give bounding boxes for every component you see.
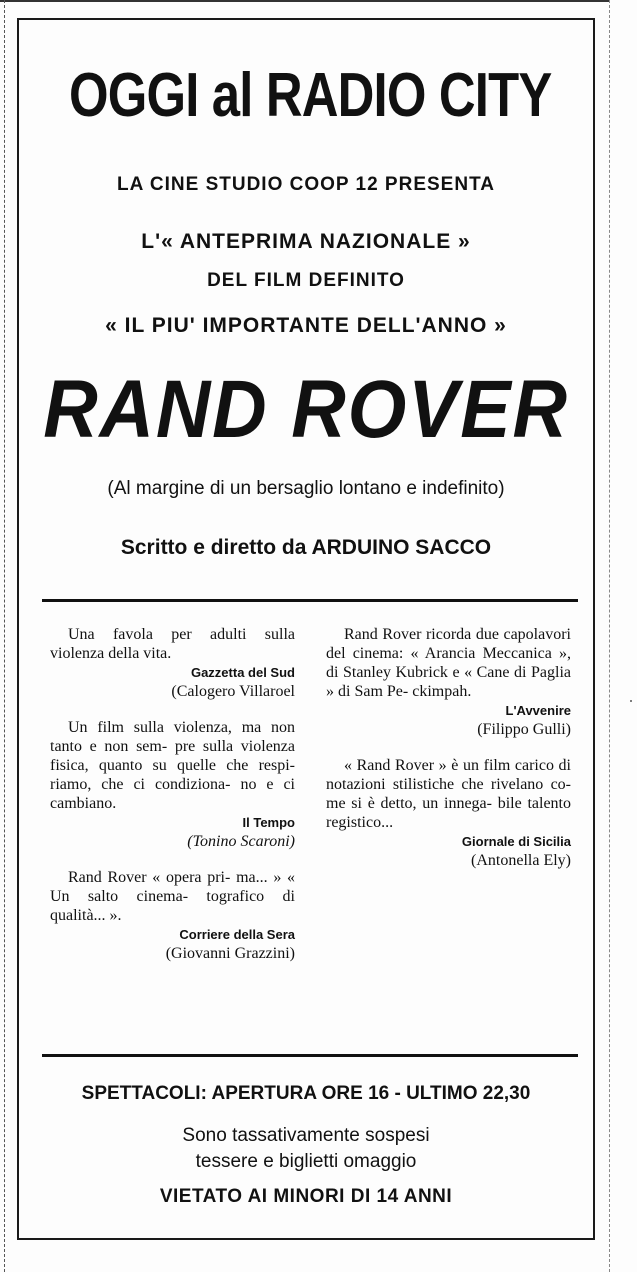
headline: OGGI al RADIO CITY <box>69 61 552 130</box>
quote-line: tografico di qualità... ». <box>50 888 295 924</box>
director-credit: Scritto e diretto da ARDUINO SACCO <box>120 536 492 559</box>
quote-line: pre sulla violenza fisica, <box>50 738 296 774</box>
quote-line: Rand Rover ricorda due <box>344 626 499 643</box>
quote-line: Una favola per adulti <box>68 626 247 643</box>
film-title: RAND ROVER <box>43 364 569 455</box>
review-corriere <box>50 868 295 963</box>
premiere-line: L'« ANTEPRIMA NAZIONALE » <box>141 230 471 253</box>
quote-line: Rand Rover « opera pri- <box>68 869 231 886</box>
page-top-edge <box>0 0 610 2</box>
quote-line: ckimpah. <box>412 683 472 700</box>
presenter-line: LA CINE STUDIO COOP 12 PRESENTA <box>117 174 495 195</box>
notice-line-2: tessere e biglietti omaggio <box>195 1151 417 1172</box>
divider-top <box>42 599 578 602</box>
review-source: L'Avvenire <box>505 703 571 718</box>
quote-line: bile talento registico... <box>326 795 572 831</box>
quote-line: Stanley Kubrick e « Cane <box>342 664 510 681</box>
review-author: (Giovanni Grazzini) <box>165 945 295 962</box>
review-author: (Calogero Villaroel <box>171 683 295 700</box>
review-source: Gazzetta del Sud <box>190 665 295 680</box>
review-gazzetta <box>50 625 295 701</box>
quote-line: no e ci cambiano. <box>50 776 296 812</box>
quote-line: « Rand Rover » è un <box>344 757 479 774</box>
showtimes: SPETTACOLI: APERTURA ORE 16 - ULTIMO 22,30 <box>81 1083 531 1104</box>
quote-line: quanto su quelle che respi- <box>98 757 296 774</box>
review-quote <box>50 625 295 663</box>
review-author: (Tonino Scaroni) <box>187 833 295 850</box>
review-quote <box>326 756 571 832</box>
quote-line: capolavori del cinema: <box>326 626 571 662</box>
film-defined-line: DEL FILM DEFINITO <box>207 270 405 291</box>
age-restriction: VIETATO AI MINORI DI 14 ANNI <box>159 1186 453 1207</box>
film-tagline: (Al margine di un bersaglio lontano e indefinito) <box>107 478 505 499</box>
quote-line: sulla violenza della vita. <box>50 626 296 662</box>
review-quote <box>50 718 295 813</box>
review-author: (Antonella Ely) <box>471 852 571 869</box>
quote-line: film carico di notazioni <box>326 757 572 793</box>
review-source: Il Tempo <box>242 815 295 830</box>
right-cut-line <box>609 0 610 1272</box>
quote-line: stilistiche che rivelano co- <box>392 776 571 793</box>
print-speck <box>630 700 632 702</box>
review-quote <box>326 625 571 701</box>
quote-line: me si è detto, un innega- <box>326 795 492 812</box>
review-quote <box>50 868 295 925</box>
reviews-right-column <box>326 625 571 887</box>
quote-line: ma non tanto e non sem- <box>50 719 295 755</box>
divider-bottom <box>42 1054 578 1057</box>
review-tempo <box>50 718 295 851</box>
quote-line: riamo, che ci condiziona- <box>50 776 231 793</box>
quote-line: « Arancia Meccanica », di <box>326 645 571 681</box>
notice-line-1: Sono tassativamente sospesi <box>182 1125 430 1146</box>
left-cut-line <box>4 0 5 1272</box>
review-avvenire <box>326 625 571 739</box>
reviews-left-column <box>50 625 295 980</box>
review-author: (Filippo Gulli) <box>477 721 571 738</box>
review-source: Corriere della Sera <box>179 927 295 942</box>
quote-line: Un film sulla violenza, <box>68 719 232 736</box>
quote-line: di Paglia » di Sam Pe- <box>326 664 571 700</box>
quote-line: ma... » « Un salto cinema- <box>50 869 296 905</box>
claim-line: « IL PIU' IMPORTANTE DELL'ANNO » <box>105 314 507 337</box>
review-giornale-sicilia <box>326 756 571 870</box>
review-source: Giornale di Sicilia <box>461 834 571 849</box>
